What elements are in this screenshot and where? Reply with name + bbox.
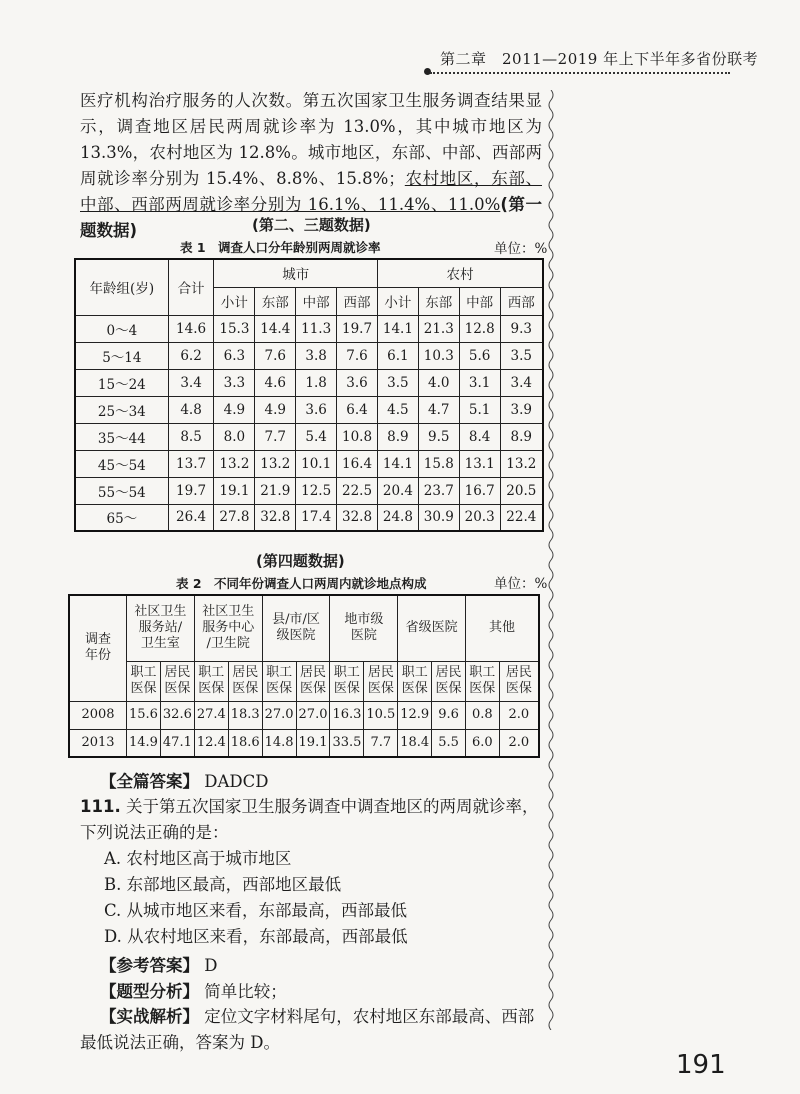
reference-answer [100, 952, 217, 976]
question-number: 111. [80, 797, 121, 816]
rate-cell: 13.2 [255, 450, 296, 477]
rate-cell: 3.4 [500, 369, 543, 396]
full-answers-label: 【全篇答案】 [100, 772, 199, 791]
rate-cell: 3.4 [168, 369, 214, 396]
rate-cell: 3.5 [500, 342, 543, 369]
age-group-cell: 5～14 [75, 342, 168, 369]
rate-cell: 13.7 [168, 450, 214, 477]
insurance-type-header: 职工 医保 [262, 661, 296, 701]
rate-cell: 19.1 [214, 477, 255, 504]
table2-row [69, 729, 539, 757]
table2 [68, 594, 540, 758]
insurance-type-header: 居民 医保 [160, 661, 194, 701]
running-header: 第二章 2011—2019 年上下半年多省份联考 [440, 50, 759, 68]
rate-cell: 19.7 [168, 477, 214, 504]
rate-cell: 4.9 [255, 396, 296, 423]
rate-cell: 4.8 [168, 396, 214, 423]
rate-cell: 26.4 [168, 504, 214, 531]
table1-row [75, 342, 543, 369]
share-cell: 7.7 [364, 729, 398, 757]
option-c: C. 从城市地区来看，东部最高，西部最低 [104, 901, 408, 920]
share-cell: 12.4 [194, 729, 228, 757]
share-cell: 12.9 [398, 701, 432, 729]
insurance-type-header: 职工 医保 [465, 661, 499, 701]
group-header: 其他 [465, 595, 539, 661]
rate-cell: 7.6 [337, 342, 378, 369]
rate-cell: 3.1 [459, 369, 500, 396]
rate-cell: 20.3 [459, 504, 500, 531]
reference-answer-label: 【参考答案】 [100, 956, 199, 975]
share-cell: 2.0 [499, 701, 539, 729]
header-age-group: 年龄组(岁) [75, 259, 168, 315]
group-header: 社区卫生 服务站/ 卫生室 [127, 595, 195, 661]
share-cell: 27.0 [262, 701, 296, 729]
rate-cell: 12.5 [296, 477, 337, 504]
share-cell: 9.6 [432, 701, 466, 729]
option-d: D. 从农村地区来看，东部最高，西部最低 [104, 927, 408, 946]
table1-row [75, 396, 543, 423]
rate-cell: 8.0 [214, 423, 255, 450]
rate-cell: 9.3 [500, 315, 543, 342]
table2-unit: 单位：% [494, 576, 548, 592]
rate-cell: 10.3 [418, 342, 459, 369]
share-cell: 27.0 [296, 701, 330, 729]
subheader-cell: 中部 [296, 287, 337, 315]
full-answers-value: DADCD [204, 772, 269, 791]
table1-unit: 单位：% [494, 241, 548, 257]
insurance-type-header: 职工 医保 [194, 661, 228, 701]
rate-cell: 4.5 [377, 396, 418, 423]
rate-cell: 4.9 [214, 396, 255, 423]
insurance-type-header: 职工 医保 [127, 661, 161, 701]
share-cell: 18.3 [228, 701, 262, 729]
subheader-cell: 小计 [214, 287, 255, 315]
table1-caption: 表 1 调查人口分年龄别两周就诊率 [180, 240, 381, 255]
question-type-label: 【题型分析】 [100, 982, 199, 1001]
table2-subheader-row [69, 661, 539, 701]
rate-cell: 15.8 [418, 450, 459, 477]
rate-cell: 6.3 [214, 342, 255, 369]
option-b: B. 东部地区最高，西部地区最低 [104, 875, 342, 894]
rate-cell: 8.9 [500, 423, 543, 450]
age-group-cell: 45～54 [75, 450, 168, 477]
rate-cell: 4.7 [418, 396, 459, 423]
rate-cell: 15.3 [214, 315, 255, 342]
intro-underlined-text: 农村地区，东部、中部、西部两周就诊率分别为 16.1%、11.4%、11.0% [80, 169, 542, 214]
rate-cell: 13.1 [459, 450, 500, 477]
table1-row [75, 450, 543, 477]
rate-cell: 5.1 [459, 396, 500, 423]
rate-cell: 14.6 [168, 315, 214, 342]
rate-cell: 16.4 [337, 450, 378, 477]
share-cell: 47.1 [160, 729, 194, 757]
rate-cell: 3.3 [214, 369, 255, 396]
rate-cell: 3.6 [337, 369, 378, 396]
rate-cell: 3.9 [500, 396, 543, 423]
rate-cell: 11.3 [296, 315, 337, 342]
share-cell: 16.3 [330, 701, 364, 729]
rate-cell: 9.5 [418, 423, 459, 450]
rate-cell: 6.2 [168, 342, 214, 369]
age-group-cell: 35～44 [75, 423, 168, 450]
subheader-cell: 东部 [418, 287, 459, 315]
subheader-cell: 西部 [337, 287, 378, 315]
share-cell: 27.4 [194, 701, 228, 729]
rate-cell: 14.4 [255, 315, 296, 342]
rate-cell: 17.4 [296, 504, 337, 531]
reference-answer-value: D [204, 956, 218, 975]
year-cell: 2008 [69, 701, 127, 729]
rate-cell: 22.4 [500, 504, 543, 531]
page-number: 191 [676, 1050, 726, 1080]
rate-cell: 8.9 [377, 423, 418, 450]
header-rural: 农村 [377, 259, 543, 287]
analysis [80, 1004, 545, 1056]
share-cell: 0.8 [465, 701, 499, 729]
table2-caption: 表 2 不同年份调查人口两周内就诊地点构成 [176, 576, 427, 591]
question-type [100, 978, 287, 1002]
intro-question-ref: (第一题数据) [80, 195, 542, 240]
group-header: 县/市/区 级医院 [262, 595, 330, 661]
intro-text: 医疗机构治疗服务的人次数。第五次国家卫生服务调查结果显示，调查地区居民两周就诊率为 13.0%，其中城市地区为 13.3%，农村地区为 12.8%。城市地区，东部、中部、西部两周就诊率分别为 15.4%、8.8%、15.8%； [80, 91, 542, 188]
insurance-type-header: 居民 医保 [364, 661, 398, 701]
rate-cell: 4.0 [418, 369, 459, 396]
rate-cell: 14.1 [377, 315, 418, 342]
share-cell: 18.6 [228, 729, 262, 757]
rate-cell: 20.4 [377, 477, 418, 504]
header-rule [430, 72, 730, 74]
insurance-type-header: 居民 医保 [432, 661, 466, 701]
subheader-cell: 小计 [377, 287, 418, 315]
rate-cell: 30.9 [418, 504, 459, 531]
insurance-type-header: 居民 医保 [296, 661, 330, 701]
table1-row [75, 504, 543, 531]
header-survey-year: 调查 年份 [69, 595, 127, 701]
question-stem [80, 794, 545, 846]
age-group-cell: 55～54 [75, 477, 168, 504]
share-cell: 14.9 [127, 729, 161, 757]
rate-cell: 24.8 [377, 504, 418, 531]
rate-cell: 5.4 [296, 423, 337, 450]
analysis-value: 定位文字材料尾句，农村地区东部最高、西部最低说法正确，答案为 D。 [80, 1007, 535, 1052]
table2-row [69, 701, 539, 729]
rate-cell: 10.8 [337, 423, 378, 450]
rate-cell: 16.7 [459, 477, 500, 504]
share-cell: 5.5 [432, 729, 466, 757]
group-header: 社区卫生 服务中心 /卫生院 [194, 595, 262, 661]
table1-row [75, 369, 543, 396]
subheader-cell: 东部 [255, 287, 296, 315]
year-cell: 2013 [69, 729, 127, 757]
rate-cell: 7.6 [255, 342, 296, 369]
table1-body [75, 315, 543, 531]
table1-section-title: (第二、三题数据) [252, 216, 371, 234]
rate-cell: 32.8 [255, 504, 296, 531]
table1 [74, 258, 544, 532]
age-group-cell: 65～ [75, 504, 168, 531]
rate-cell: 6.4 [337, 396, 378, 423]
header-city: 城市 [214, 259, 378, 287]
share-cell: 33.5 [330, 729, 364, 757]
rate-cell: 8.5 [168, 423, 214, 450]
question-type-value: 简单比较； [204, 982, 287, 1001]
age-group-cell: 0～4 [75, 315, 168, 342]
share-cell: 19.1 [296, 729, 330, 757]
header-total: 合计 [168, 259, 214, 315]
age-group-cell: 15～24 [75, 369, 168, 396]
rate-cell: 13.2 [500, 450, 543, 477]
insurance-type-header: 职工 医保 [398, 661, 432, 701]
rate-cell: 21.3 [418, 315, 459, 342]
rate-cell: 14.1 [377, 450, 418, 477]
table1-row [75, 423, 543, 450]
share-cell: 14.8 [262, 729, 296, 757]
rate-cell: 12.8 [459, 315, 500, 342]
table1-row [75, 315, 543, 342]
group-header: 省级医院 [398, 595, 466, 661]
share-cell: 2.0 [499, 729, 539, 757]
rate-cell: 3.5 [377, 369, 418, 396]
rate-cell: 13.2 [214, 450, 255, 477]
group-header: 地市级 医院 [330, 595, 398, 661]
rate-cell: 19.7 [337, 315, 378, 342]
question-text: 关于第五次国家卫生服务调查中调查地区的两周就诊率，下列说法正确的是： [80, 797, 539, 842]
insurance-type-header: 居民 医保 [499, 661, 539, 701]
rate-cell: 4.6 [255, 369, 296, 396]
share-cell: 18.4 [398, 729, 432, 757]
share-cell: 32.6 [160, 701, 194, 729]
rate-cell: 6.1 [377, 342, 418, 369]
rate-cell: 22.5 [337, 477, 378, 504]
age-group-cell: 25～34 [75, 396, 168, 423]
rate-cell: 3.6 [296, 396, 337, 423]
analysis-label: 【实战解析】 [100, 1007, 199, 1026]
rate-cell: 21.9 [255, 477, 296, 504]
rate-cell: 1.8 [296, 369, 337, 396]
rate-cell: 23.7 [418, 477, 459, 504]
option-a: A. 农村地区高于城市地区 [104, 849, 292, 868]
rate-cell: 27.8 [214, 504, 255, 531]
table2-group-row [69, 595, 539, 661]
rate-cell: 10.1 [296, 450, 337, 477]
table2-section-title: (第四题数据) [256, 552, 345, 570]
rate-cell: 8.4 [459, 423, 500, 450]
rate-cell: 3.8 [296, 342, 337, 369]
table1-row [75, 477, 543, 504]
share-cell: 15.6 [127, 701, 161, 729]
table2-body [69, 701, 539, 757]
share-cell: 6.0 [465, 729, 499, 757]
rate-cell: 5.6 [459, 342, 500, 369]
subheader-cell: 西部 [500, 287, 543, 315]
rate-cell: 7.7 [255, 423, 296, 450]
rate-cell: 20.5 [500, 477, 543, 504]
insurance-type-header: 居民 医保 [228, 661, 262, 701]
subheader-cell: 中部 [459, 287, 500, 315]
rate-cell: 32.8 [337, 504, 378, 531]
insurance-type-header: 职工 医保 [330, 661, 364, 701]
full-answers [100, 768, 268, 792]
share-cell: 10.5 [364, 701, 398, 729]
